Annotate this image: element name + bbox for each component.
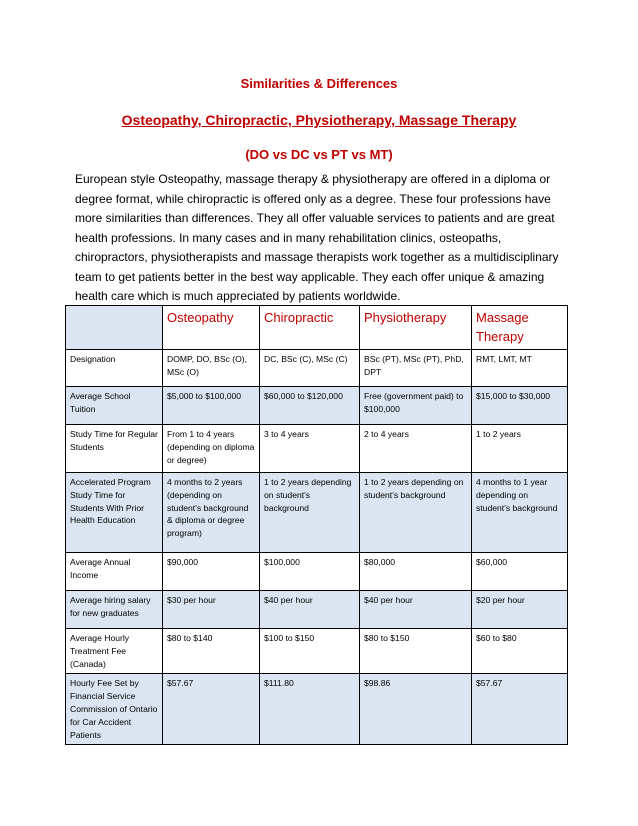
header-cell-massage-therapy: Massage Therapy: [472, 306, 568, 350]
row-label: Average School Tuition: [66, 387, 163, 425]
intro-paragraph: European style Osteopathy, massage therapy & physiotherapy are offered in a diploma or degree format, while chiropractic is offered only as a degree. These four professions have more similarities than differences. They all offer valuable services to patients and are great health professions. In many cases and in many rehabilitation clinics, osteopaths, chiropractors, physiotherapists and massage therapists work together as a multidisciplinary team to get patients better in the best way applicable. They each offer unique & amazing health care which is much appreciated by patients worldwide.: [75, 172, 559, 303]
table-cell: $80 to $150: [360, 629, 472, 674]
table-cell: RMT, LMT, MT: [472, 350, 568, 387]
row-label: Average Annual Income: [66, 553, 163, 591]
table-header-row: [66, 306, 568, 350]
row-label: Hourly Fee Set by Financial Service Commission of Ontario for Car Accident Patients: [66, 674, 163, 745]
table-cell: $30 per hour: [163, 591, 260, 629]
table-cell: $80,000: [360, 553, 472, 591]
row-label: Average Hourly Treatment Fee (Canada): [66, 629, 163, 674]
table-cell: $20 per hour: [472, 591, 568, 629]
table-cell: From 1 to 4 years (depending on diploma or degree): [163, 425, 260, 473]
table-cell: $60 to $80: [472, 629, 568, 674]
table-cell: 1 to 2 years: [472, 425, 568, 473]
row-label: Accelerated Program Study Time for Students With Prior Health Education: [66, 473, 163, 553]
table-cell: $98.86: [360, 674, 472, 745]
table-cell: $15,000 to $30,000: [472, 387, 568, 425]
table-cell: $57.67: [472, 674, 568, 745]
table-cell: DOMP, DO, BSc (O), MSc (O): [163, 350, 260, 387]
header-cell-osteopathy: Osteopathy: [163, 306, 260, 350]
header-cell-blank: [66, 306, 163, 350]
document-title: Similarities & Differences: [240, 76, 398, 91]
row-label: Designation: [66, 350, 163, 387]
table-row: [66, 553, 568, 591]
comparison-table: [65, 305, 568, 745]
table-cell: $80 to $140: [163, 629, 260, 674]
document-abbreviation: (DO vs DC vs PT vs MT): [245, 147, 393, 162]
table-cell: 4 months to 1 year depending on student's background: [472, 473, 568, 553]
table-cell: 4 months to 2 years (depending on student's background & diploma or degree program): [163, 473, 260, 553]
table-cell: $100 to $150: [260, 629, 360, 674]
table-row: [66, 674, 568, 745]
table-cell: $40 per hour: [260, 591, 360, 629]
row-label: Average hiring salary for new graduates: [66, 591, 163, 629]
table-row: [66, 473, 568, 553]
table-row: [66, 591, 568, 629]
table-cell: $60,000: [472, 553, 568, 591]
table-cell: BSc (PT), MSc (PT), PhD, DPT: [360, 350, 472, 387]
table-cell: $57.67: [163, 674, 260, 745]
header-cell-chiropractic: Chiropractic: [260, 306, 360, 350]
table-cell: 3 to 4 years: [260, 425, 360, 473]
table-row: [66, 629, 568, 674]
table-cell: DC, BSc (C), MSc (C): [260, 350, 360, 387]
table-row: [66, 387, 568, 425]
header-cell-physiotherapy: Physiotherapy: [360, 306, 472, 350]
table-row: [66, 425, 568, 473]
table-cell: 2 to 4 years: [360, 425, 472, 473]
table-cell: 1 to 2 years depending on student's background: [360, 473, 472, 553]
table-cell: $90,000: [163, 553, 260, 591]
table-cell: $100,000: [260, 553, 360, 591]
table-cell: $40 per hour: [360, 591, 472, 629]
table-cell: $60,000 to $120,000: [260, 387, 360, 425]
table-cell: $111.80: [260, 674, 360, 745]
document-subtitle: Osteopathy, Chiropractic, Physiotherapy, Massage Therapy: [121, 112, 517, 128]
table-cell: 1 to 2 years depending on student's background: [260, 473, 360, 553]
table-cell: $5,000 to $100,000: [163, 387, 260, 425]
row-label: Study Time for Regular Students: [66, 425, 163, 473]
table-cell: Free (government paid) to $100,000: [360, 387, 472, 425]
table-row: [66, 350, 568, 387]
